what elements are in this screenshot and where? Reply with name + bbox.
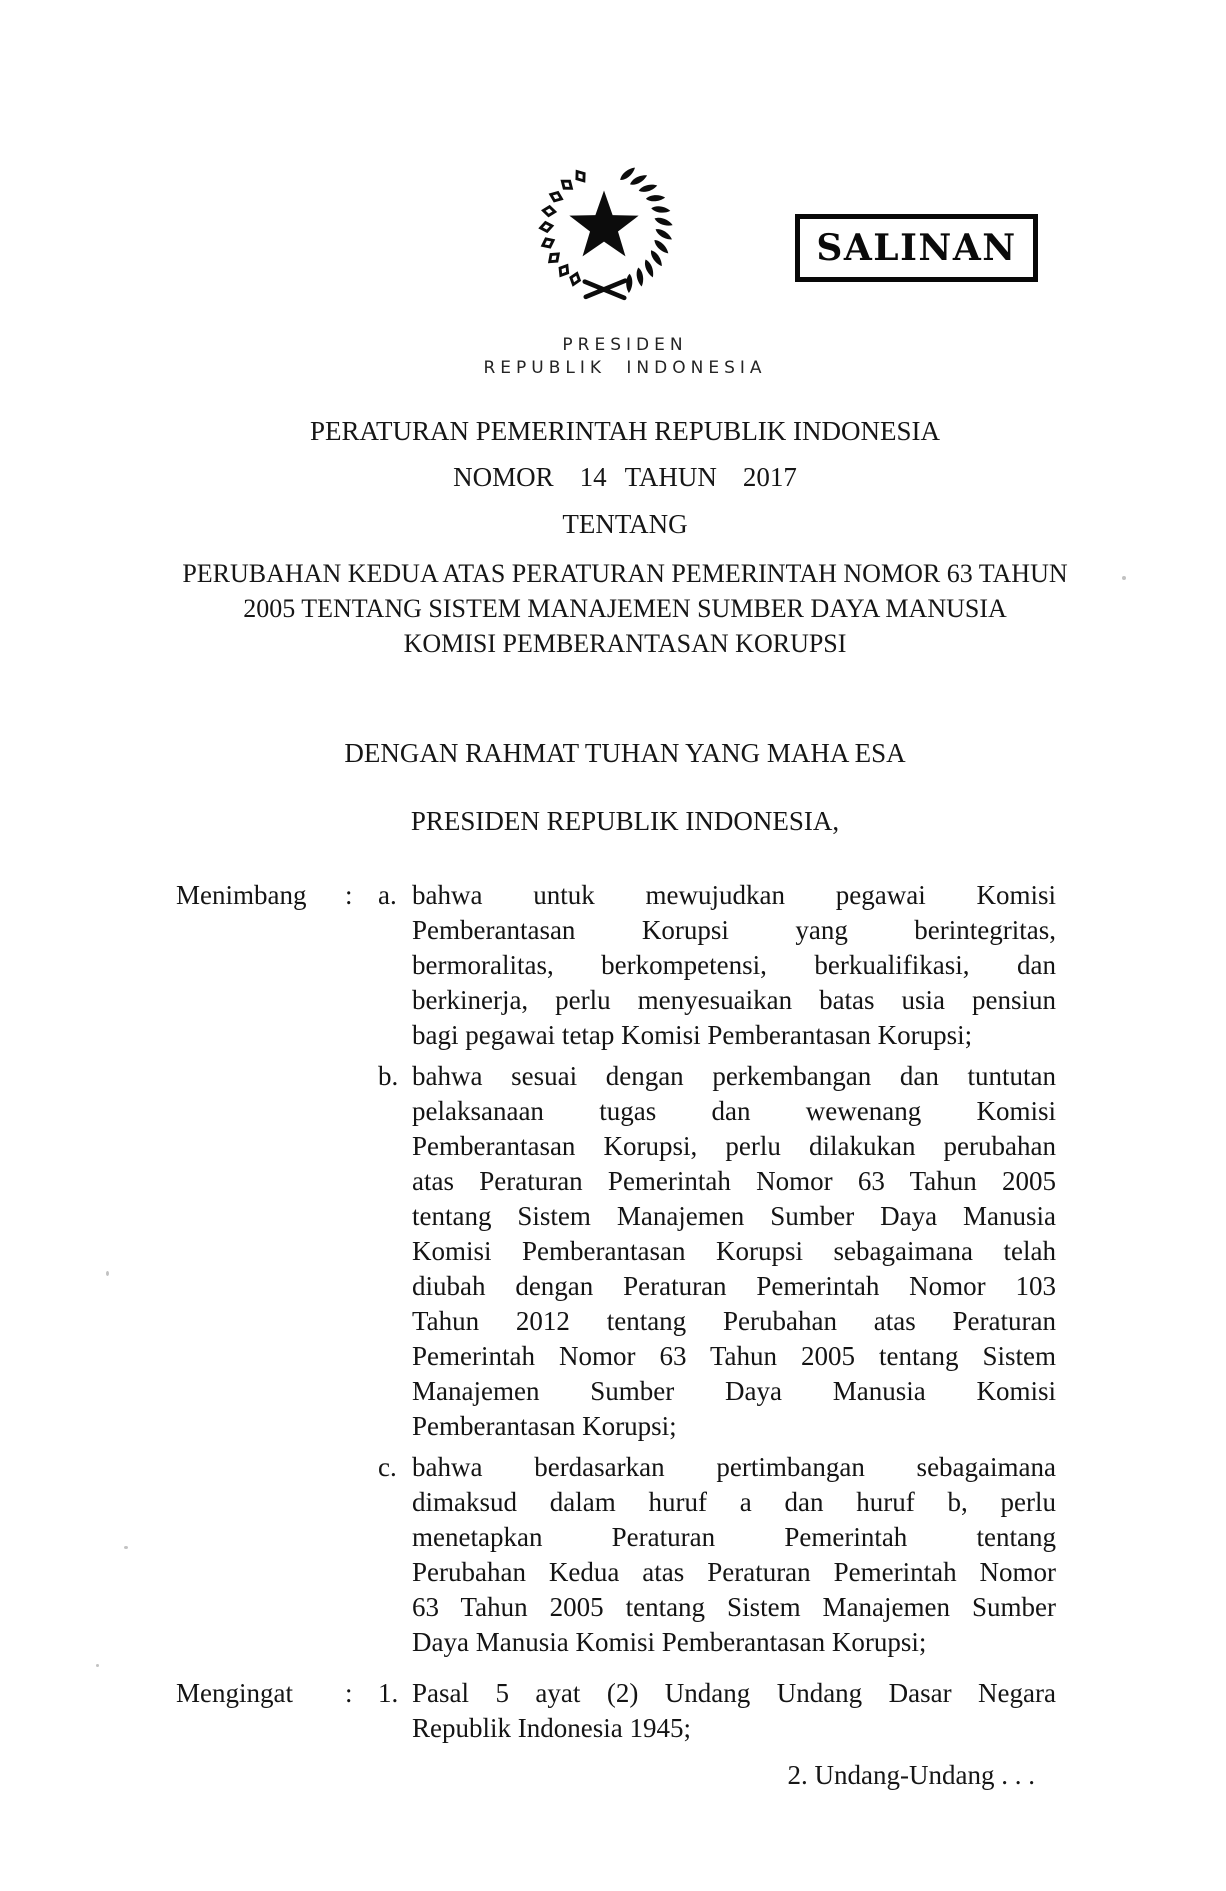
menimbang-item-c-row	[378, 1450, 1056, 1660]
letterhead-republik-indonesia: REPUBLIK INDONESIA	[483, 358, 767, 378]
consideration-line: pelaksanaan tugas dan wewenang Komisi	[412, 1096, 1056, 1126]
consideration-item-b	[412, 1059, 1056, 1444]
menimbang-row	[176, 878, 1056, 1053]
preamble-body	[176, 878, 1056, 1746]
consideration-line: bahwa sesuai dengan perkembangan dan tuntutan	[412, 1061, 1056, 1091]
consideration-line: Pemberantasan Korupsi, perlu dilakukan perubahan	[412, 1131, 1056, 1161]
consideration-line: tentang Sistem Manajemen Sumber Daya Manusia	[412, 1201, 1056, 1231]
menimbang-colon: :	[345, 880, 353, 910]
nomor-label: NOMOR	[453, 462, 554, 492]
letterhead	[12, 334, 1226, 380]
consideration-line: menetapkan Peraturan Pemerintah tentang	[412, 1522, 1056, 1552]
consideration-line: Pemberantasan Korupsi;	[412, 1411, 677, 1441]
menimbang-label: Menimbang	[176, 880, 307, 910]
consideration-line: bahwa berdasarkan pertimbangan sebagaimana	[412, 1452, 1056, 1482]
catchword: 2. Undang-Undang . . .	[787, 1760, 1035, 1790]
regulation-subject	[12, 556, 1226, 661]
consideration-line: Tahun 2012 tentang Perubahan atas Peraturan	[412, 1306, 1056, 1336]
subject-line: 2005 TENTANG SISTEM MANAJEMEN SUMBER DAYA MANUSIA	[243, 594, 1007, 623]
letterhead-presiden: PRESIDEN	[562, 335, 688, 355]
consideration-line: Pemerintah Nomor 63 Tahun 2005 tentang Sistem	[412, 1341, 1056, 1371]
consideration-line: bagi pegawai tetap Komisi Pemberantasan Korupsi;	[412, 1020, 973, 1050]
legal-basis-item-1	[412, 1676, 1056, 1746]
emblem-crossed-stems	[585, 281, 626, 298]
item-letter: a.	[378, 880, 397, 910]
tahun-value: 2017	[742, 462, 797, 492]
subject-line: KOMISI PEMBERANTASAN KORUPSI	[403, 629, 847, 658]
emblem-star	[569, 190, 638, 256]
tahun-label: TAHUN	[624, 462, 717, 492]
salinan-stamp-label: SALINAN	[816, 227, 1017, 269]
consideration-line: Manajemen Sumber Daya Manusia Komisi	[412, 1376, 1056, 1406]
scan-speck	[106, 1271, 109, 1276]
legal-basis-line: Republik Indonesia 1945;	[412, 1713, 691, 1743]
consideration-line: bermoralitas, berkompetensi, berkualifikasi, dan	[412, 950, 1056, 980]
consideration-line: Komisi Pemberantasan Korupsi sebagaimana telah	[412, 1236, 1056, 1266]
consideration-item-c	[412, 1450, 1056, 1660]
regulation-title: PERATURAN PEMERINTAH REPUBLIK INDONESIA	[309, 416, 941, 446]
item-letter: c.	[378, 1452, 397, 1482]
subject-line: PERUBAHAN KEDUA ATAS PERATURAN PEMERINTAH NOMOR 63 TAHUN	[182, 559, 1068, 588]
mengingat-row	[176, 1676, 1056, 1746]
item-number: 1.	[378, 1678, 399, 1708]
authority: PRESIDEN REPUBLIK INDONESIA,	[410, 806, 840, 836]
consideration-line: Perubahan Kedua atas Peraturan Pemerintah Nomor	[412, 1557, 1056, 1587]
consideration-line: bahwa untuk mewujudkan pegawai Komisi	[412, 880, 1056, 910]
item-letter: b.	[378, 1061, 399, 1091]
consideration-line: atas Peraturan Pemerintah Nomor 63 Tahun 2005	[412, 1166, 1056, 1196]
invocation: DENGAN RAHMAT TUHAN YANG MAHA ESA	[344, 738, 906, 768]
legal-basis-line: Pasal 5 ayat (2) Undang Undang Dasar Negara	[412, 1678, 1056, 1708]
menimbang-item-b-row	[378, 1059, 1056, 1444]
nomor-value: 14	[579, 462, 607, 492]
salinan-stamp	[795, 214, 1038, 282]
mengingat-colon: :	[345, 1678, 353, 1708]
presidential-emblem	[527, 156, 681, 308]
consideration-line: diubah dengan Peraturan Pemerintah Nomor 103	[412, 1271, 1056, 1301]
mengingat-label: Mengingat	[176, 1678, 293, 1708]
consideration-item-a	[412, 878, 1056, 1053]
scan-speck	[96, 1664, 99, 1667]
consideration-line: berkinerja, perlu menyesuaikan batas usia pensiun	[412, 985, 1056, 1015]
consideration-line: 63 Tahun 2005 tentang Sistem Manajemen Sumber	[412, 1592, 1056, 1622]
scan-speck	[124, 1546, 128, 1549]
consideration-line: Pemberantasan Korupsi yang berintegritas,	[412, 915, 1056, 945]
regulation-number-line	[12, 462, 1226, 493]
scan-speck	[1122, 576, 1126, 580]
consideration-line: Daya Manusia Komisi Pemberantasan Korupsi;	[412, 1627, 927, 1657]
consideration-line: dimaksud dalam huruf a dan huruf b, perlu	[412, 1487, 1056, 1517]
tentang-label: TENTANG	[562, 509, 688, 539]
